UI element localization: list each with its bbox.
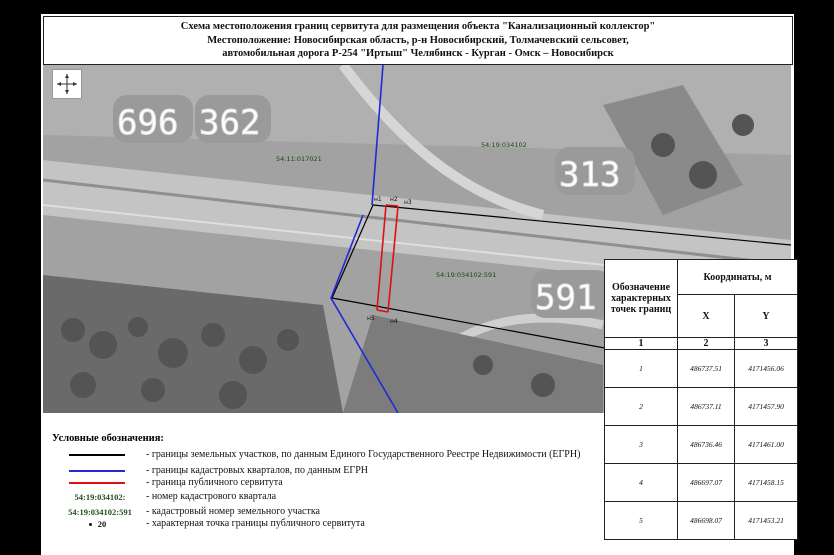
table-row xyxy=(605,426,798,464)
blue-line-icon xyxy=(69,470,125,472)
legend-text-quarter: - границы кадастровых кварталов, по данным ЕГРН xyxy=(146,465,368,476)
col-num-2: 2 xyxy=(678,338,735,350)
house-number-362: 362 xyxy=(199,103,261,143)
coord-x: 486737.51 xyxy=(678,350,735,388)
header-coordinates: Координаты, м xyxy=(678,260,798,295)
legend-text-parcel: - границы земельных участков, по данным Единого Государственного Реестре Недвижимости (ЕГРН) xyxy=(146,449,581,460)
title-line-1: Схема местоположения границ сервитута для размещения объекта "Канализационный коллектор" xyxy=(180,21,656,33)
house-number-591: 591 xyxy=(535,278,597,318)
legend-text-point: - характерная точка границы публичного сервитута xyxy=(146,518,365,529)
label-right-block: 54:19:034102 xyxy=(481,141,527,149)
label-left-block: 54:11:017021 xyxy=(276,155,322,163)
point-number: 4 xyxy=(605,464,678,502)
label-road-parcel: 54:19:034102:591 xyxy=(436,271,497,279)
legend-title: Условные обозначения: xyxy=(52,433,164,444)
table-row xyxy=(605,388,798,426)
coord-y: 4171456.06 xyxy=(735,350,798,388)
legend-item-quarter-code xyxy=(43,491,603,503)
title-line-2: Местоположение: Новосибирская область, р-н Новосибирский, Толмачевский сельсовет, xyxy=(207,34,629,46)
point-label-5: н5 xyxy=(367,315,375,322)
legend-text-servitude: - граница публичного сервитута xyxy=(146,477,283,488)
col-num-3: 3 xyxy=(735,338,798,350)
legend-item-parcel-code xyxy=(43,506,603,518)
col-num-1: 1 xyxy=(605,338,678,350)
point-number: 1 xyxy=(605,350,678,388)
legend xyxy=(43,413,603,555)
coord-y: 4171458.15 xyxy=(735,464,798,502)
coord-y: 4171453.21 xyxy=(735,502,798,540)
house-number-313: 313 xyxy=(559,155,621,195)
point-number: 3 xyxy=(605,426,678,464)
legend-item-parcel xyxy=(43,449,603,461)
legend-text-quarter-code: - номер кадастрового квартала xyxy=(146,491,277,502)
table-row xyxy=(605,464,798,502)
point-number: 2 xyxy=(605,388,678,426)
legend-code-point: 20 xyxy=(97,519,107,529)
coord-x: 486737.11 xyxy=(678,388,735,426)
header-designation: Обозначение характерных точек границ xyxy=(605,260,678,338)
header-x: X xyxy=(678,295,735,338)
legend-item-servitude xyxy=(43,477,603,489)
title-line-3: автомобильная дорога Р-254 "Иртыш" Челябинск - Курган - Омск – Новосибирск xyxy=(222,48,614,60)
coord-x: 486736.46 xyxy=(678,426,735,464)
red-line-icon xyxy=(69,482,125,484)
black-line-icon xyxy=(69,454,125,456)
coord-x: 486697.07 xyxy=(678,464,735,502)
map-title-block xyxy=(43,16,793,65)
point-label-3: н3 xyxy=(404,199,412,206)
coord-y: 4171457.90 xyxy=(735,388,798,426)
header-y: Y xyxy=(735,295,798,338)
table-row xyxy=(605,350,798,388)
legend-code-parcel: 54:19:034102:591 xyxy=(68,507,132,517)
coord-x: 486698.07 xyxy=(678,502,735,540)
coord-y: 4171461.00 xyxy=(735,426,798,464)
compass-icon xyxy=(52,69,82,99)
coordinates-table xyxy=(604,259,798,540)
point-icon xyxy=(89,523,92,526)
legend-item-quarter xyxy=(43,465,603,477)
legend-code-quarter: 54:19:034102: xyxy=(74,492,126,502)
legend-item-point xyxy=(43,518,603,530)
point-number: 5 xyxy=(605,502,678,540)
point-label-2: н2 xyxy=(390,196,398,203)
legend-text-parcel-code: - кадастровый номер земельного участка xyxy=(146,506,320,517)
table-row xyxy=(605,502,798,540)
point-label-4: н4 xyxy=(390,318,398,325)
house-number-696: 696 xyxy=(117,103,179,143)
point-label-1: н1 xyxy=(374,196,382,203)
